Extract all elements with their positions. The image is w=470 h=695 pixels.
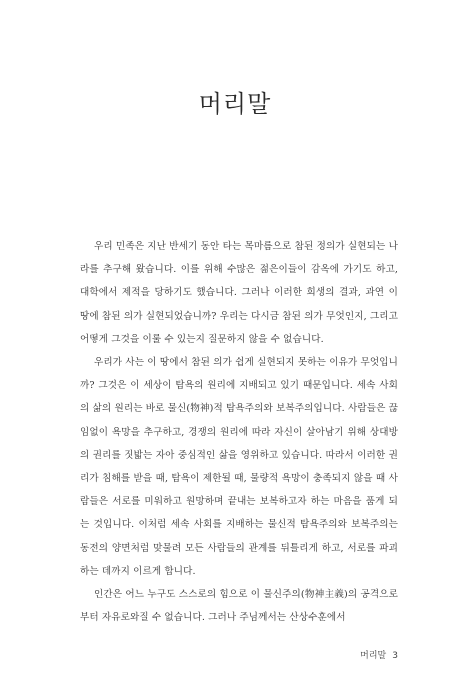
body-text bbox=[80, 235, 398, 629]
page-title: 머리말 bbox=[198, 90, 272, 118]
running-header-label: 머리말 bbox=[360, 651, 387, 661]
page-number: 3 bbox=[392, 651, 398, 661]
page-footer bbox=[0, 648, 398, 661]
paragraph-3: 인간은 어느 누구도 스스로의 힘으로 이 물신주의(物神主義)의 공격으로부터 자유로와질 수 없습니다. 그러나 주님께서는 산상수훈에서 bbox=[80, 589, 398, 624]
paragraph-1: 우리 민족은 지난 반세기 동안 타는 목마름으로 참된 정의가 실현되는 나라를 추구해 왔습니다. 이를 위해 수많은 젊은이들이 감옥에 가기도 하고, 대학에서 제적을 당하기도 했습니다. 그러나 이러한 희생의 결과, 과연 이 땅에 참된 의가 실현되었습니까? 우리는 다시금 참된 의가 무엇인지, 그리고 어떻게 그것을 이룰 수 있는지 질문하지 않을 수 없습니다. bbox=[80, 241, 398, 345]
paragraph-2: 우리가 사는 이 땅에서 참된 의가 쉽게 실현되지 못하는 이유가 무엇입니까? 그것은 이 세상이 탐욕의 원리에 지배되고 있기 때문입니다. 세속 사회의 삶의 원리는 바로 물신(物神)적 탐욕주의와 보복주의입니다. 사람들은 끊임없이 욕망을 추구하고, 경쟁의 원리에 따라 자신이 살아남기 위해 상대방의 권리를 짓밟는 자아 중심적인 삶을 영위하고 있습니다. 따라서 이러한 권리가 침해를 받을 때, 탐욕이 제한될 때, 물량적 욕망이 충족되지 않을 때 사람들은 서로를 미워하고 원망하며 끝내는 보복하고자 하는 마음을 품게 되는 것입니다. 이처럼 세속 사회를 지배하는 물신적 탐욕주의와 보복주의는 동전의 양면처럼 맞물려 모든 사람들의 관계를 뒤틀리게 하고, 서로를 파괴하는 데까지 이르게 합니다. bbox=[80, 357, 398, 577]
